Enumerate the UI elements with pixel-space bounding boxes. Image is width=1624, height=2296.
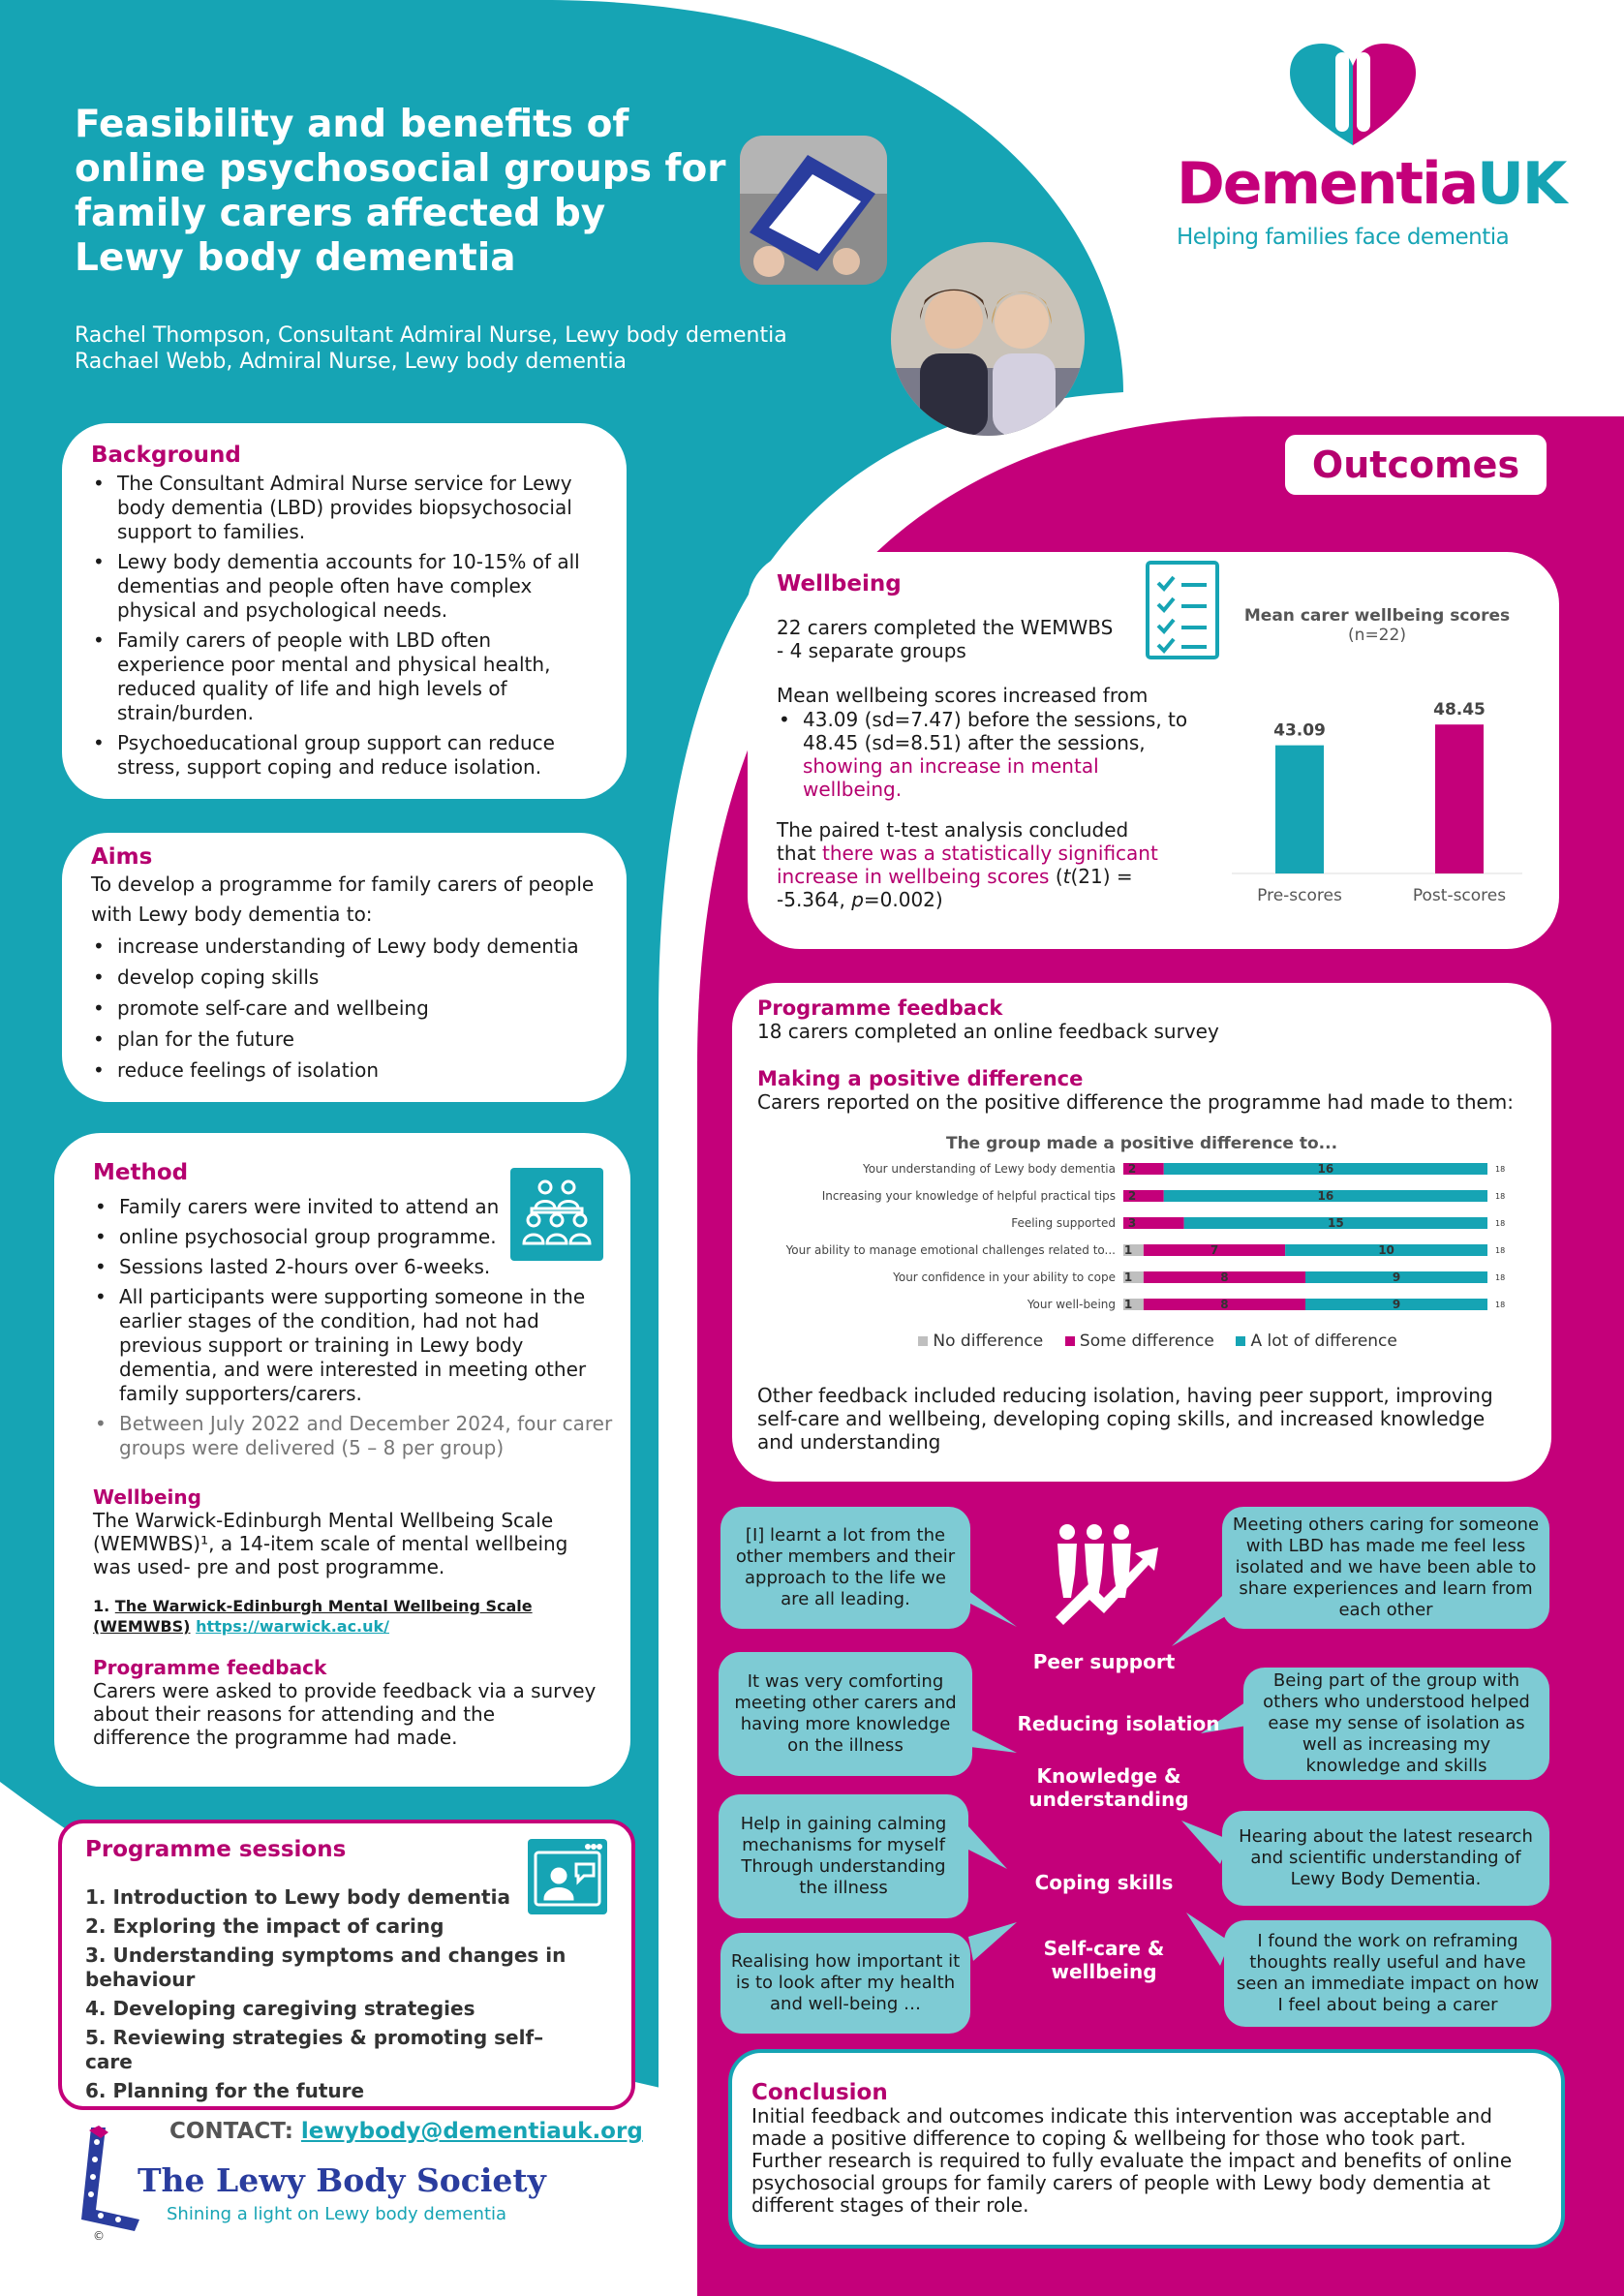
ttest-highlight: there was a statistically significant increase in wellbeing scores [777,842,1158,888]
ttest-stat-open: ( [1049,865,1063,888]
reference-link[interactable]: https://warwick.ac.uk/ [196,1617,389,1636]
quote-text: Meeting others caring for someone with LBD has made me feel less isolated and we have been able to share experiences and learn from each other [1232,1515,1540,1620]
wellbeing-p1: 22 carers completed the WEMWBS - 4 separate groups [777,616,1114,662]
segment-label: 16 [1317,1189,1334,1203]
legend-label-lot-difference: A lot of difference [1250,1332,1397,1351]
copyright: © [93,2229,105,2243]
list-item: • develop coping skills [117,964,598,990]
quote-text: Realising how important it is to look after my health and well-being … [730,1951,961,2014]
background-heading: Background [91,443,241,468]
segment-label: 9 [1392,1298,1401,1311]
theme-coping-skills: Coping skills [1034,1871,1174,1894]
data-label: 48.45 [1433,700,1486,720]
title-line: Lewy body dementia [75,236,516,280]
quote-text: Being part of the group with others who understood helped ease my sense of isolation as well as increasing my knowledge and skills [1263,1670,1530,1776]
session-item: 6. Planning for the future [85,2079,365,2102]
theme-peer-support: Peer support [1032,1650,1176,1673]
quote-text: Help in gaining calming mechanisms for myself Through understanding the illness [740,1814,947,1898]
feedback-other: Other feedback included reducing isolation, having peer support, improving self-care and wellbeing, developing coping skills, and increased knowledge and understanding [757,1384,1493,1454]
feedback-heading: Programme feedback [757,996,1003,1020]
aims-heading: Aims [91,844,153,870]
segment-label: 1 [1123,1298,1133,1311]
conclusion-card [728,2049,1565,2249]
contact-email[interactable]: lewybody@dementiauk.org [300,2119,643,2144]
session-item: 4. Developing caregiving strategies [85,1997,475,2020]
theme-reducing-isolation: Reducing isolation [1017,1712,1220,1735]
quote-bubble [719,1794,968,1918]
segment-label: 9 [1392,1270,1401,1284]
total-label: 18 [1495,1165,1506,1174]
method-wellbeing-heading: Wellbeing [93,1485,201,1509]
wellbeing-heading: Wellbeing [777,571,902,597]
segment-label: 1 [1123,1270,1133,1284]
conclusion-heading: Conclusion [751,2080,888,2105]
list-item: • increase understanding of Lewy body dementia [117,934,598,959]
method-wellbeing-text: The Warwick-Edinburgh Mental Wellbeing Scale (WEMWBS)¹, a 14-item scale of mental wellbeing was used- pre and post programme. [93,1509,568,1578]
segment-label: 7 [1210,1243,1219,1257]
wellbeing-chart-subtitle: (n=22) [1348,626,1406,645]
list-item: • The Consultant Admiral Nurse service for Lewy body dementia (LBD) provides biopsychosocial support to families. [117,472,594,544]
theme-self-care: Self-care & wellbeing [1043,1937,1165,1983]
quote-text: It was very comforting meeting other carers and having more knowledge on the illness [734,1671,957,1756]
category-label: Your ability to manage emotional challenges related to... [785,1243,1116,1257]
list-item: • Sessions lasted 2-hours over 6-weeks. [119,1255,526,1279]
method-feedback-text: Carers were asked to provide feedback via a survey about their reasons for attending and the difference the programme had made. [93,1679,597,1749]
ttest-p: p [851,888,864,911]
session-item: 3. Understanding symptoms and changes in behaviour [85,1944,567,1991]
quote-text: [I] learnt a lot from the other members and their approach to the life we are all leading. [735,1525,956,1609]
segment-label: 10 [1378,1243,1394,1257]
session-item: 5. Reviewing strategies & promoting self–care [85,2026,544,2073]
title-line: Feasibility and benefits of [75,103,629,146]
aims-intro: To develop a programme for family carers of people with Lewy body dementia to: [91,872,595,926]
quote-text: I found the work on reframing thoughts really useful and have seen an immediate impact on how I feel about being a carer [1236,1931,1540,2015]
wellbeing-chart-title: Mean carer wellbeing scores [1243,606,1511,626]
quote-text: Hearing about the latest research and scientific understanding of Lewy Body Dementia. [1239,1826,1533,1889]
reference-title: The Warwick-Edinburgh Mental Wellbeing Scale (WEMWBS) [93,1597,533,1636]
author-line: Rachel Thompson, Consultant Admiral Nurse, Lewy body dementia [75,323,787,348]
list-item: • Family carers of people with LBD often experience poor mental and physical health, reduced quality of life and high levels of strain/burden. [117,628,594,725]
peer-growth-icon [1046,1520,1162,1627]
segment-label: 3 [1127,1216,1137,1230]
title-line: family carers affected by [75,192,606,235]
quote-bubble [720,1507,970,1629]
total-label: 18 [1495,1219,1506,1228]
ttest-stat-mid: (21) = -5.364, [777,865,1133,911]
legend-label-some-difference: Some difference [1079,1332,1214,1351]
total-label: 18 [1495,1273,1506,1282]
author-line: Rachael Webb, Admiral Nurse, Lewy body dementia [75,350,628,374]
quote-bubble [1222,1507,1549,1629]
session-item: 1. Introduction to Lewy body dementia [85,1885,510,1909]
logo-name-uk: UK [1477,150,1566,218]
method-heading: Method [93,1160,189,1185]
category-label: Your understanding of Lewy body dementia [862,1162,1116,1176]
category-label: Your confidence in your ability to cope [893,1270,1116,1284]
ttest-t: t [1062,865,1071,888]
contact-label: CONTACT: [169,2119,293,2144]
theme-knowledge: Knowledge & understanding [1028,1764,1189,1811]
list-item: • Between July 2022 and December 2024, four carer groups were delivered (5 – 8 per group) [119,1412,613,1460]
ttest-intro: The paired t-test analysis concluded that [777,818,1129,865]
list-item: • plan for the future [117,1026,598,1052]
quote-bubble [1222,1811,1549,1906]
title-line: online psychosocial groups for [75,147,726,191]
list-item: • Psychoeducational group support can reduce stress, support coping and reduce isolation. [117,731,594,780]
tick-label: Post-scores [1412,886,1507,905]
segment-label: 1 [1123,1243,1133,1257]
wellbeing-p2-intro: Mean wellbeing scores increased from [777,684,1149,707]
quote-bubble [720,1933,970,2034]
logo-tagline: Helping families face dementia [1177,225,1510,250]
feedback-intro: 18 carers completed an online feedback survey [757,1020,1219,1043]
list-item: • Family carers were invited to attend an [119,1195,526,1219]
sessions-heading: Programme sessions [85,1837,347,1862]
total-label: 18 [1495,1246,1506,1255]
wellbeing-increase-text: showing an increase in mental wellbeing. [803,754,1099,801]
total-label: 18 [1495,1301,1506,1309]
segment-label: 16 [1317,1162,1334,1176]
quote-bubble [719,1652,972,1776]
logo-name-dementia: Dementia [1177,150,1478,218]
list-item: • online psychosocial group programme. [119,1225,526,1249]
category-label: Your well-being [1026,1298,1116,1311]
feedback-sub-text: Carers reported on the positive difference the programme had made to them: [757,1090,1515,1114]
wellbeing-scores-text: 43.09 (sd=7.47) before the sessions, to 48.45 (sd=8.51) after the sessions, [803,708,1188,754]
conclusion-text: Initial feedback and outcomes indicate this intervention was acceptable and made a positive difference to coping & wellbeing for those who took part. Further research is required to fully evaluate the impact and benefits of online psychosocial groups for family carers of people with Lewy body dementia at different stages of their role. [751,2104,1513,2217]
category-label: Feeling supported [1011,1216,1116,1230]
difference-chart-title: The group made a positive difference to... [945,1134,1338,1153]
list-item: • promote self-care and wellbeing [117,995,598,1021]
quote-bubble [1224,1920,1551,2027]
segment-label: 8 [1220,1270,1229,1284]
quote-bubble [1243,1668,1549,1780]
legend-label-no-difference: No difference [933,1332,1044,1351]
total-label: 18 [1495,1192,1506,1201]
list-item: • All participants were supporting someone in the earlier stages of the condition, had not had previous support or training in Lewy body dementia, and were interested in meeting other family supporters/carers. [119,1285,613,1406]
ttest-stat-end: =0.002) [863,888,943,911]
data-label: 43.09 [1273,720,1326,741]
list-item: • reduce feelings of isolation [117,1057,598,1083]
method-feedback-heading: Programme feedback [93,1656,327,1679]
society-tagline: Shining a light on Lewy body dementia [167,2204,507,2224]
segment-label: 2 [1127,1189,1137,1203]
society-name: The Lewy Body Society [138,2161,546,2199]
reference-prefix: 1. [93,1597,115,1615]
category-label: Increasing your knowledge of helpful practical tips [821,1189,1116,1203]
feedback-sub-heading: Making a positive difference [757,1067,1084,1090]
segment-label: 15 [1327,1216,1344,1230]
session-item: 2. Exploring the impact of caring [85,1914,444,1938]
tick-label: Pre-scores [1257,886,1342,905]
list-item: • Lewy body dementia accounts for 10-15% of all dementias and people often have complex physical and psychological needs. [117,550,594,623]
segment-label: 2 [1127,1162,1137,1176]
outcomes-label-text: Outcomes [1311,444,1520,486]
segment-label: 8 [1220,1298,1229,1311]
